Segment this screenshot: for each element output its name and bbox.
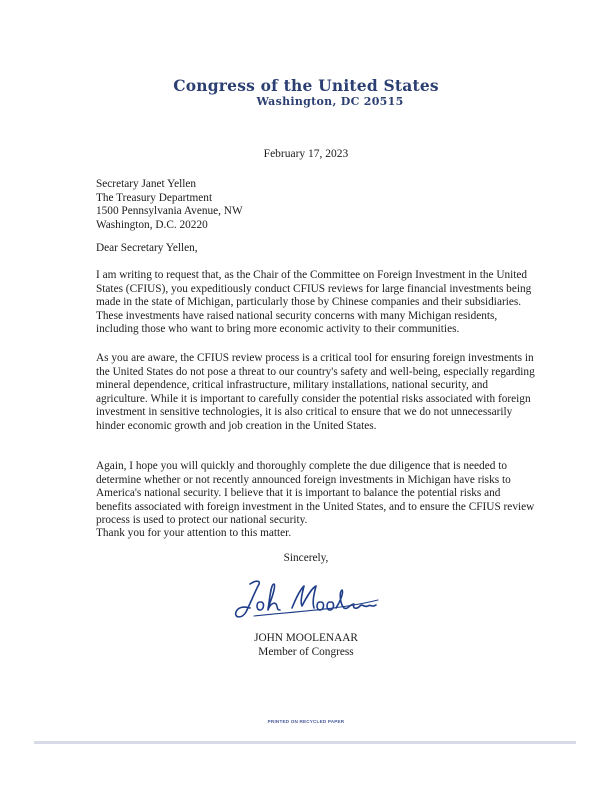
signer-title: Member of Congress <box>258 645 354 658</box>
paragraph-line: States (CFIUS), you expeditiously conduct CFIUS reviews for large financial investments being <box>96 282 532 295</box>
paragraph-line: America's national security. I believe that it is important to balance the potential risks and <box>96 487 501 500</box>
recipient-name: Secretary Janet Yellen <box>96 178 197 190</box>
paragraph-line: benefits associated with foreign investment in the United States, and to ensure the CFIUS review <box>96 500 535 513</box>
letterhead-subtitle: Washington, DC 20515 <box>256 95 404 108</box>
signer-block <box>0 632 612 659</box>
letterhead-title: Congress of the United States <box>173 76 439 95</box>
paragraph-line: made in the state of Michigan, particularly those by Chinese companies and their subsidiaries. <box>96 296 522 309</box>
signer-name: JOHN MOOLENAAR <box>254 632 358 644</box>
letter-date: February 17, 2023 <box>263 148 349 160</box>
paragraph-line: Again, I hope you will quickly and thoroughly complete the due diligence that is needed to <box>96 460 507 472</box>
paragraph-line: These investments have raised national security concerns with many Michigan residents, <box>96 309 498 322</box>
salutation: Dear Secretary Yellen, <box>96 242 198 254</box>
letterhead <box>0 76 612 109</box>
paragraph-3 <box>96 460 535 528</box>
paragraph-1 <box>96 269 532 337</box>
paragraph-line: the United States do not pose a threat to our country's safety and well-being, especially regarding <box>96 365 535 378</box>
paragraph-line: investment in sensitive technologies, it is also critical to ensure that we do not unnecessarily <box>96 406 513 419</box>
paragraph-line: mineral dependence, critical infrastructure, military installations, national security, and <box>96 379 489 392</box>
handwritten-signature <box>228 572 388 626</box>
paragraph-line: As you are aware, the CFIUS review process is a critical tool for ensuring foreign investments in <box>96 352 534 364</box>
paragraph-line: I am writing to request that, as the Chair of the Committee on Foreign Investment in the United <box>96 269 528 281</box>
sign-off: Sincerely, <box>283 552 329 564</box>
paragraph-line: including those who want to bring more economic activity to their communities. <box>96 323 460 336</box>
recipient-city: Washington, D.C. 20220 <box>96 218 208 231</box>
paragraph-line: hinder economic growth and job creation in the United States. <box>96 419 377 432</box>
paragraph-line: process is used to protect our national security. <box>96 514 308 527</box>
recipient-address <box>96 178 526 232</box>
paragraph-2 <box>96 352 535 434</box>
closing-line: Thank you for your attention to this matter. <box>96 527 292 539</box>
page-bottom-divider <box>34 741 576 744</box>
recycled-paper-note: PRINTED ON RECYCLED PAPER <box>267 719 345 724</box>
paragraph-line: determine whether or not recently announced foreign investments in Michigan have risks to <box>96 473 511 486</box>
recipient-department: The Treasury Department <box>96 191 213 204</box>
recipient-street: 1500 Pennsylvania Avenue, NW <box>96 205 243 218</box>
paragraph-line: agriculture. While it is important to carefully consider the potential risks associated with foreign <box>96 392 531 405</box>
